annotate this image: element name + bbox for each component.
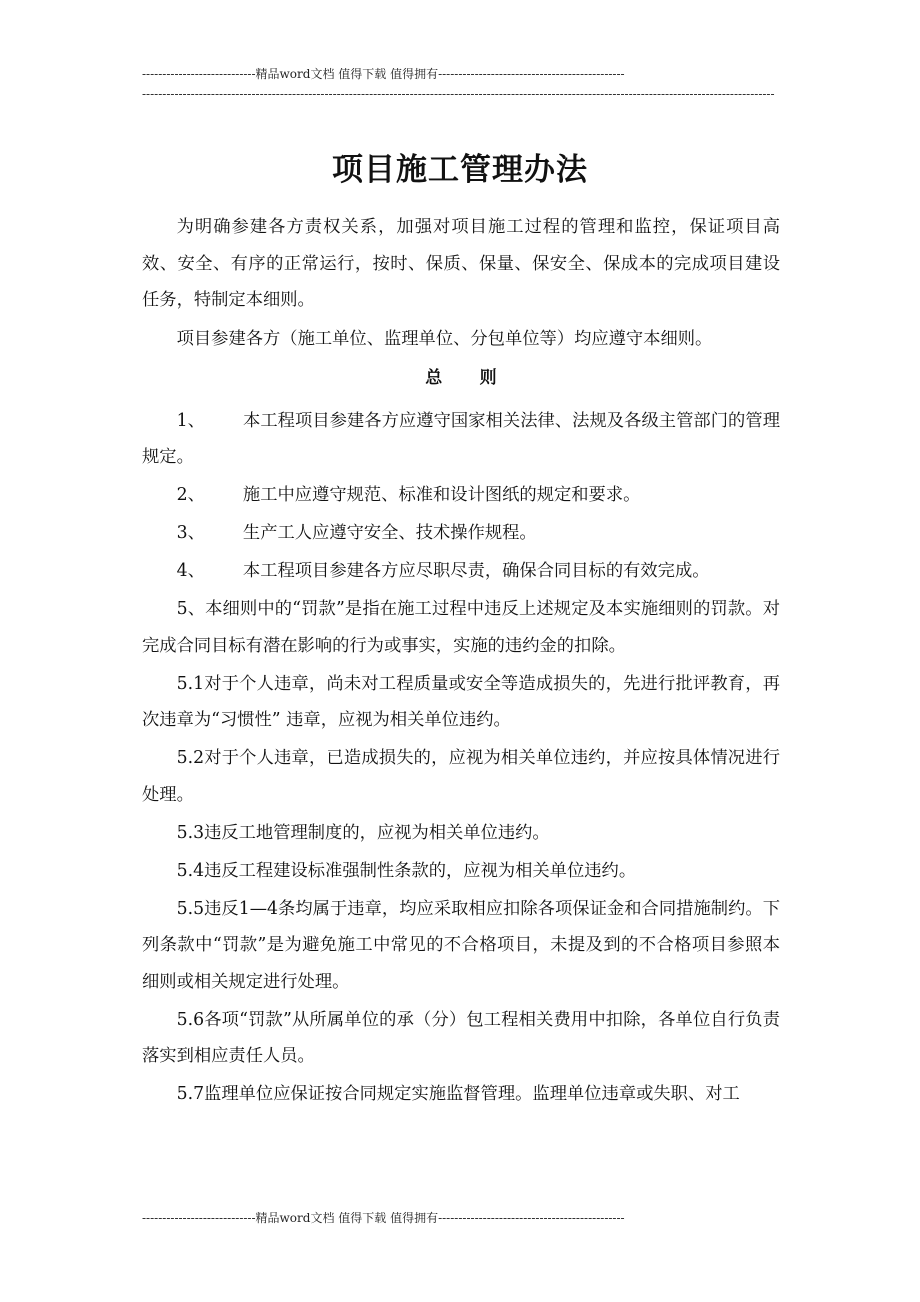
body-paragraph: 5.6各项“罚款”从所属单位的承（分）包工程相关费用中扣除，各单位自行负责落实到相应责任人员。 [142,1009,780,1066]
section-heading: 总则 [425,368,535,388]
header-dash-rule: ------------------------------------------------------------------------------------------------------------------------------------------------------------ [142,87,775,101]
intro-paragraph: 项目参建各方（施工单位、监理单位、分包单位等）均应遵守本细则。 [176,328,713,349]
item-number: 4、 [176,561,205,581]
body-paragraph: 5.1对于个人违章，尚未对工程质量或安全等造成损失的，先进行批评教育，再次违章为“习惯性” 违章，应视为相关单位违约。 [142,673,780,730]
page-header-watermark: ----------------------------精品word文档 值得下载 值得拥有---------------------------------------------- [142,67,625,81]
document-body [142,209,780,1114]
numbered-item [142,515,780,552]
body-paragraph: 5.7监理单位应保证按合同规定实施监督管理。监理单位违章或失职、对工 [176,1084,740,1104]
item-text: 施工中应遵守规范、标准和设计图纸的规定和要求。 [242,485,641,505]
intro-paragraph: 为明确参建各方责权关系，加强对项目施工过程的管理和监控，保证项目高效、安全、有序的正常运行，按时、保质、保量、保安全、保成本的完成项目建设任务，特制定本细则。 [142,217,780,310]
body-paragraph: 5.4违反工程建设标准强制性条款的，应视为相关单位违约。 [176,860,637,881]
item-number: 2、 [176,485,205,505]
item-text: 生产工人应遵守安全、技术操作规程。 [242,523,537,543]
item-text: 本工程项目参建各方应尽职尽责，确保合同目标的有效完成。 [242,561,710,581]
body-paragraph: 5.2对于个人违章，已造成损失的，应视为相关单位违约，并应按具体情况进行处理。 [142,748,780,805]
body-paragraph: 5.5违反1—4条均属于违章，均应采取相应扣除各项保证金和合同措施制约。下列条款中“罚款”是为避免施工中常见的不合格项目，未提及到的不合格项目参照本细则或相关规定进行处理。 [142,898,780,992]
item-number: 1、 [176,410,205,431]
item-text: 本工程项目参建各方应遵守国家相关法律、法规及各级主管部门的管理规定。 [142,410,780,467]
body-paragraph: 5、本细则中的“罚款”是指在施工过程中违反上述规定及本实施细则的罚款。对完成合同目标有潜在影响的行为或事实，实施的违约金的扣除。 [142,599,780,656]
item-number: 3、 [176,523,205,543]
body-paragraph: 5.3违反工地管理制度的，应视为相关单位违约。 [176,822,550,843]
page-footer-watermark: ----------------------------精品word文档 值得下载 值得拥有---------------------------------------------- [142,1211,625,1225]
document-title: 项目施工管理办法 [332,152,588,188]
numbered-item [142,477,780,514]
numbered-item [142,553,780,590]
numbered-item [142,403,780,476]
